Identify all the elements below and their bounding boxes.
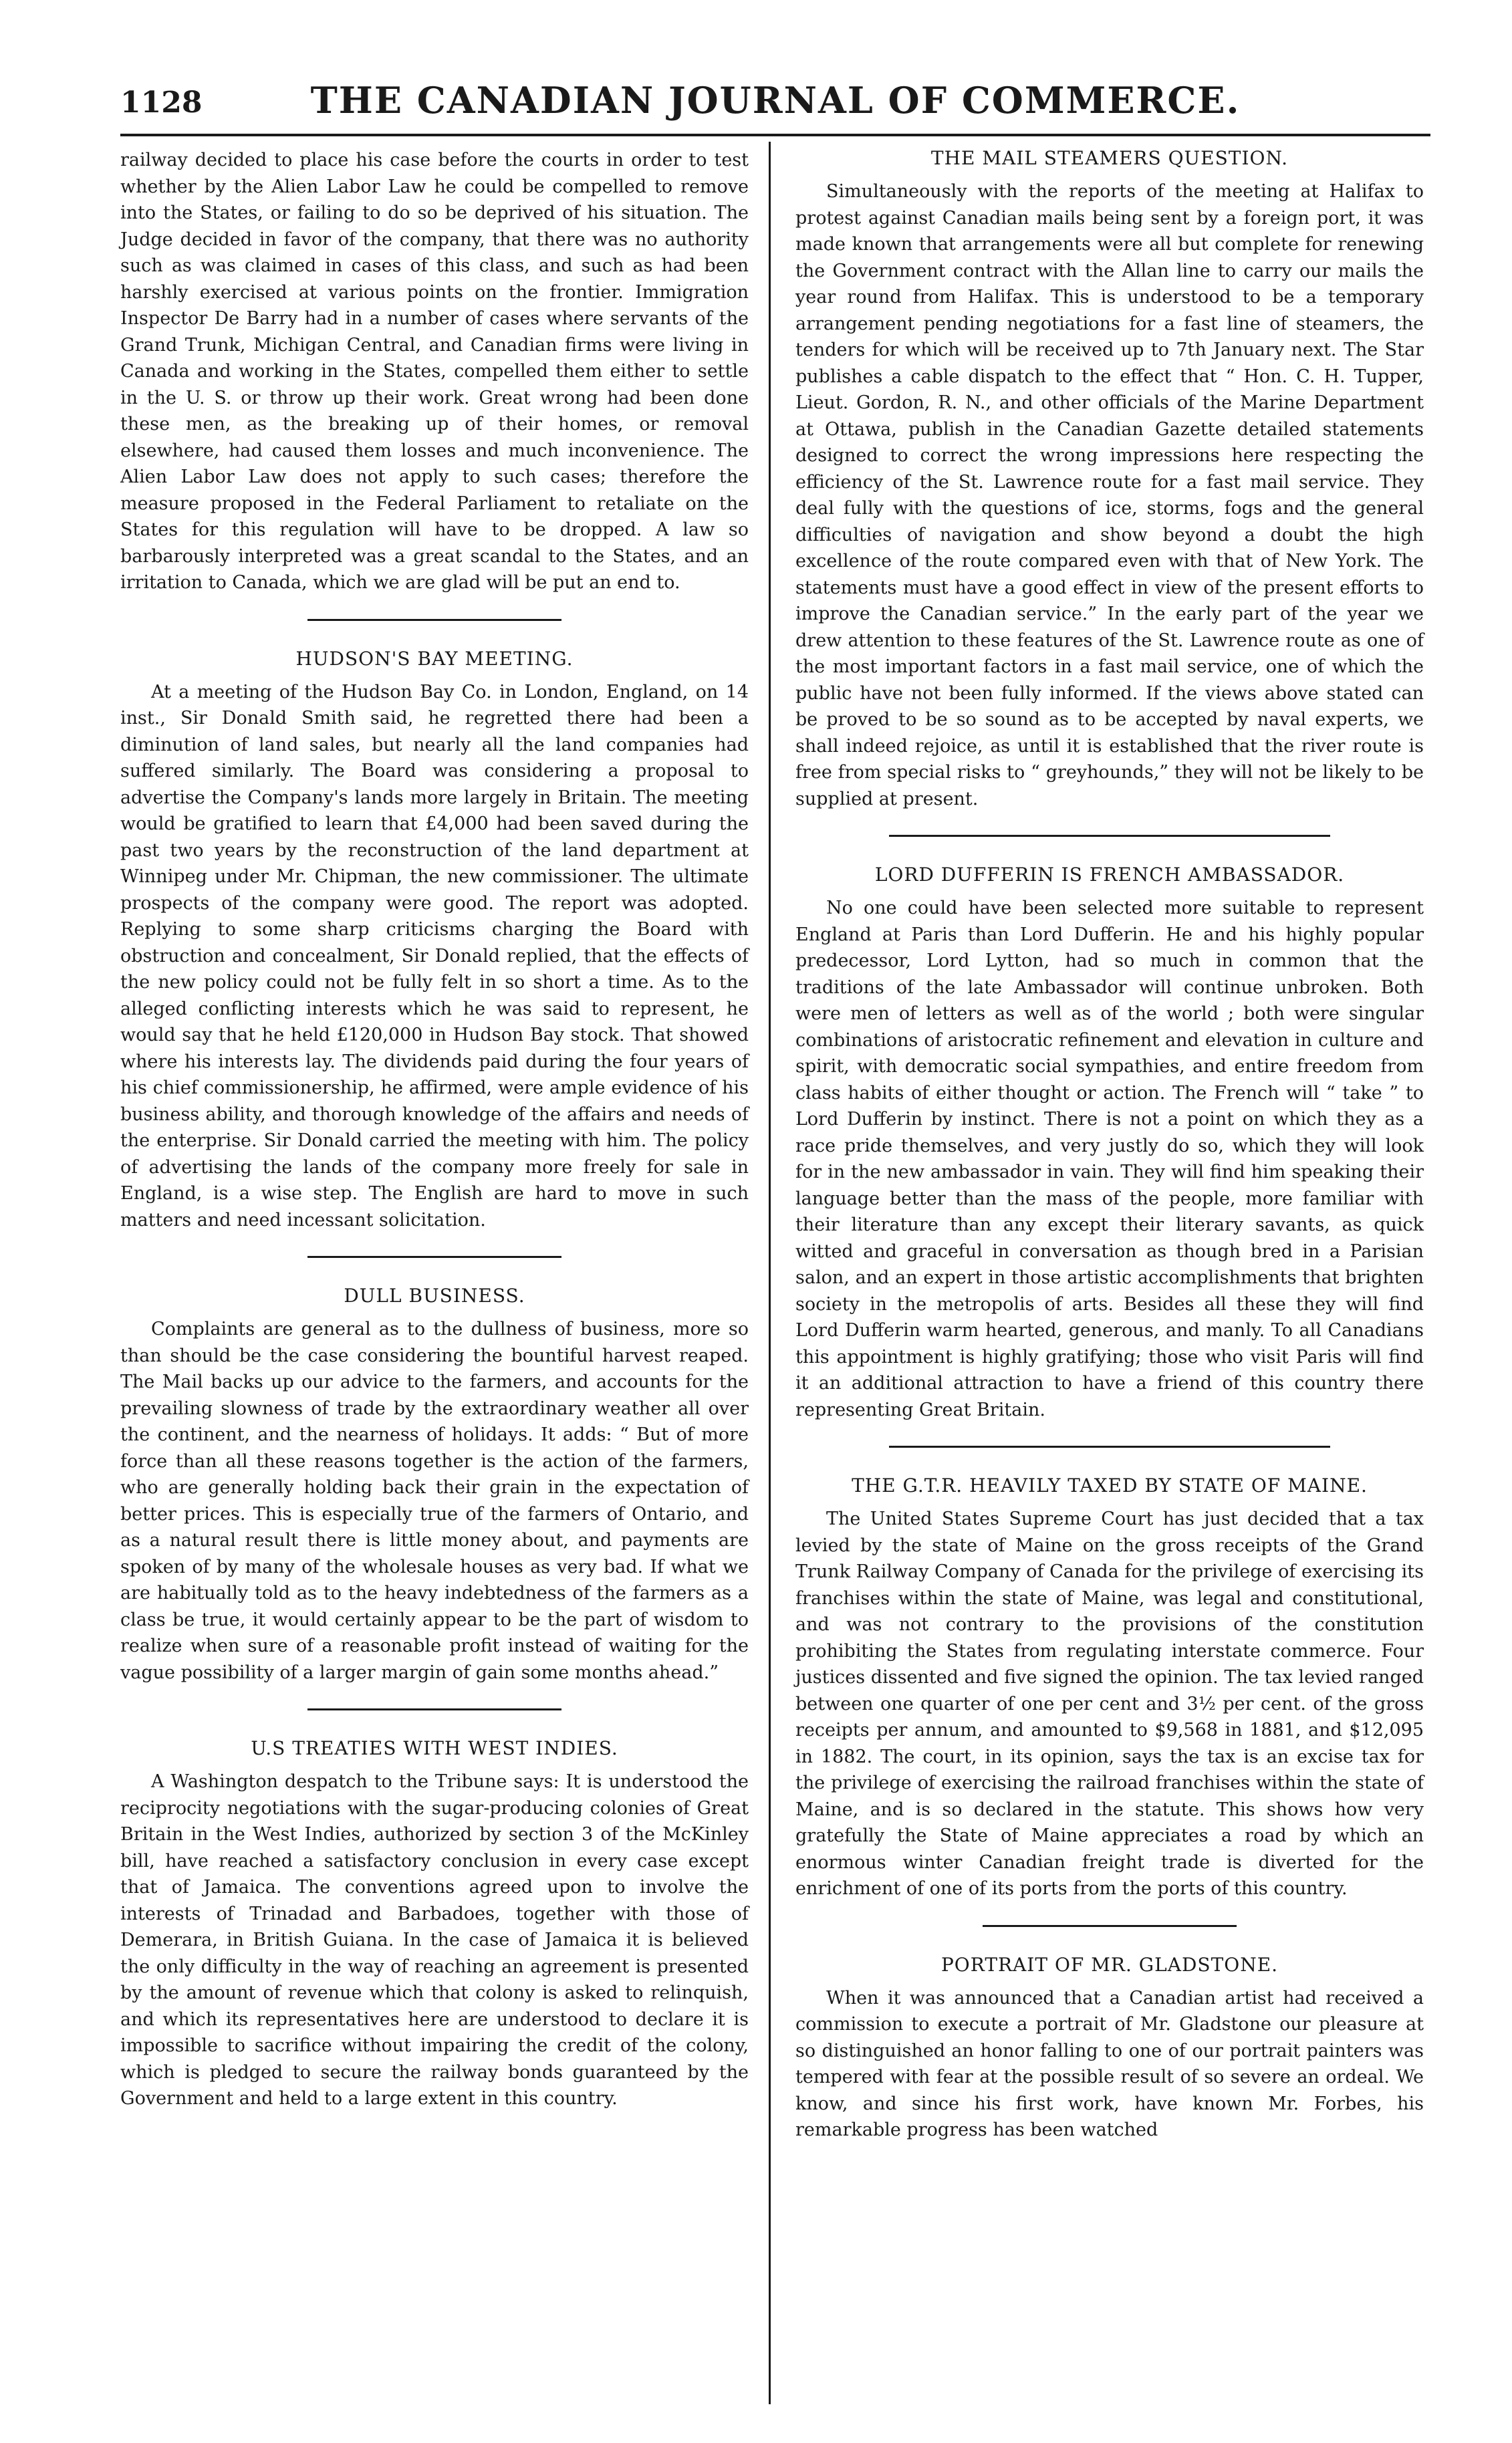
article-body: The United States Supreme Court has just decided that a tax levied by the state of Maine on the gross receipts of the Grand Trunk Railway Company of Canada for the privilege of exercising its franchises within the state of Maine, was legal and constitutional, and was not contrary to the provisions of the constitution prohibiting the States from regulating interstate commerce. Four justices dissented and five signed the opinion. The tax levied ranged between one quarter of one per cent and 3½ per cent. of the gross receipts per annum, and amounted to $9,568 in 1881, and $12,095 in 1882. The court, in its opinion, says the tax is an excise tax for the privilege of exercising the railroad franchises within the state of Maine, and is so declared in the statute. This shows how very gratefully the State of Maine appreciates a road by which an enormous winter Canadian freight trade is diverted for the enrichment of one of its ports from the ports of this country. bbox=[795, 1509, 1424, 1899]
section-rule bbox=[889, 1446, 1330, 1448]
article-dull-business bbox=[120, 1285, 749, 1710]
article-mail-steamers bbox=[795, 147, 1424, 837]
article-body: At a meeting of the Hudson Bay Co. in London, England, on 14 inst., Sir Donald Smith said, he regretted there had been a diminution of land sales, but nearly all the land companies had suffered similarly. The Board was considering a proposal to advertise the Company's lands more largely in Britain. The meeting would be gratified to learn that £4,000 had been saved during the past two years by the reconstruction of the land department at Winnipeg under Mr. Chipman, the new commissioner. The ultimate prospects of the company were good. The report was adopted. Replying to some sharp criticisms charging the Board with obstruction and concealment, Sir Donald replied, that the effects of the new policy could not be fully felt in so short a time. As to the alleged conflicting interests which he was said to represent, he would say that he held £120,000 in Hudson Bay stock. That showed where his interests lay. The dividends paid during the four years of his chief commissionership, he affirmed, were ample evidence of his business ability, and thorough knowledge of the affairs and needs of the enterprise. Sir Donald carried the meeting with him. The policy of advertising the lands of the company more freely for sale in England, is a wise step. The English are hard to move in such matters and need incessant solicitation. bbox=[120, 681, 749, 1231]
section-rule bbox=[307, 1708, 561, 1710]
article-gladstone-portrait bbox=[795, 1954, 1424, 2144]
right-column bbox=[795, 147, 1424, 2144]
section-rule bbox=[889, 835, 1330, 837]
article-body: Simultaneously with the reports of the meeting at Halifax to protest against Canadian mails being sent by a foreign port, it was made known that arrangements were all but complete for renewing the Government contract with the Allan line to carry our mails the year round from Halifax. This is understood to be a temporary arrangement pending negotiations for a fast line of steamers, the tenders for which will be received up to 7th January next. The Star publishes a cable dispatch to the effect that “ Hon. C. H. Tupper, Lieut. Gordon, R. N., and other officials of the Marine Department at Ottawa, publish in the Canadian Gazette detailed statements designed to correct the wrong impressions here respecting the efficiency of the St. Lawrence route for a fast mail service. They deal fully with the questions of ice, storms, fogs and the general difficulties of navigation and show beyond a doubt the high excellence of the route compared even with that of New York. The statements must have a good effect in view of the present efforts to improve the Canadian service.” In the early part of the year we drew attention to these features of the St. Lawrence route as one of the most important factors in a fast mail service, one of which the public have not been fully informed. If the views above stated can be proved to be so sound as to be accepted by naval experts, we shall indeed rejoice, as until it is established that the river route is free from special risks to “ greyhounds,” they will not be likely to be supplied at present. bbox=[795, 181, 1424, 809]
article-hudsons-bay bbox=[120, 648, 749, 1259]
article-body: When it was announced that a Canadian artist had received a commission to execute a portrait of Mr. Gladstone our pleasure at so distinguished an honor falling to one of our portrait painters was tempered with fear at the possible result of so severe an ordeal. We know, and since his first work, have known Mr. Forbes, his remarkable progress has been watched bbox=[795, 1987, 1424, 2140]
article-title: U.S TREATIES WITH WEST INDIES. bbox=[251, 1737, 618, 1759]
section-rule bbox=[307, 1256, 561, 1258]
section-rule bbox=[983, 1925, 1237, 1927]
left-column bbox=[120, 147, 749, 2112]
section-rule bbox=[307, 619, 561, 621]
column-divider bbox=[769, 142, 771, 2404]
page-header bbox=[120, 74, 1430, 134]
article-title: HUDSON'S BAY MEETING. bbox=[295, 647, 574, 670]
article-gtr-taxed bbox=[795, 1474, 1424, 1927]
article-lord-dufferin bbox=[795, 864, 1424, 1448]
article-body: Complaints are general as to the dullness of business, more so than should be the case considering the bountiful harvest reaped. The Mail backs up our advice to the farmers, and accounts for the prevailing slowness of trade by the extraordinary weather all over the continent, and the nearness of holidays. It adds: “ But of more force than all these reasons together is the action of the farmers, who are generally holding back their grain in the expectation of better prices. This is especially true of the farmers of Ontario, and as a natural result there is little money about, and payments are spoken of by many of the wholesale houses as very bad. If what we are habitually told as to the heavy indebtedness of the farmers as a class be true, it would certainly appear to be the part of wisdom to realize when sure of a reasonable profit instead of waiting for the vague possibility of a larger margin of gain some months ahead.” bbox=[120, 1319, 749, 1683]
article-title: LORD DUFFERIN IS FRENCH AMBASSADOR. bbox=[874, 864, 1345, 886]
article-title: THE MAIL STEAMERS QUESTION. bbox=[930, 147, 1289, 169]
article-us-treaties bbox=[120, 1737, 749, 2112]
article-title: DULL BUSINESS. bbox=[344, 1285, 525, 1307]
article-alien-labor-continuation bbox=[120, 147, 749, 621]
article-title: THE G.T.R. HEAVILY TAXED BY STATE OF MAINE. bbox=[852, 1474, 1368, 1497]
article-title: PORTRAIT OF MR. GLADSTONE. bbox=[940, 1953, 1279, 1976]
page-number: 1128 bbox=[120, 86, 203, 120]
article-body: A Washington despatch to the Tribune says: It is understood the reciprocity negotiations with the sugar-producing colonies of Great Britain in the West Indies, authorized by section 3 of the McKinley bill, have reached a satisfactory conclusion in every case except that of Jamaica. The conventions agreed upon to involve the interests of Trinadad and Barbadoes, together with those of Demerara, in British Guiana. In the case of Jamaica it is believed the only difficulty in the way of reaching an agreement is presented by the amount of revenue which that colony is asked to relinquish, and which its representatives here are understood to declare it is impossible to sacrifice without impairing the credit of the colony, which is pledged to secure the railway bonds guaranteed by the Government and held to a large extent in this country. bbox=[120, 1771, 749, 2109]
masthead: THE CANADIAN JOURNAL OF COMMERCE. bbox=[310, 79, 1241, 122]
header-rule bbox=[120, 134, 1430, 136]
article-body: No one could have been selected more suitable to represent England at Paris than Lord Dufferin. He and his highly popular predecessor, Lord Lytton, had so much in common that the traditions of the late Ambassador will continue unbroken. Both were men of letters as well as of the world ; both were singular combinations of aristocratic refinement and elevation in culture and spirit, with democratic social sympathies, and entire freedom from class habits of either thought or action. The French will “ take ” to Lord Dufferin by instinct. There is not a point on which they as a race pride themselves, and very justly do so, which they will look for in the new ambassador in vain. They will find him speaking their language better than the mass of the people, more familiar with their literature than any except their literary savants, as quick witted and graceful in conversation as though bred in a Parisian salon, and an expert in those artistic accomplishments that brighten society in the metropolis of arts. Besides all these they will find Lord Dufferin warm hearted, generous, and manly. To all Canadians this appointment is highly gratifying; those who visit Paris will find it an additional attraction to have a friend of this country there representing Great Britain. bbox=[795, 898, 1424, 1420]
article-body: railway decided to place his case before the courts in order to test whether by the Alien Labor Law he could be compelled to remove into the States, or failing to do so be deprived of his situation. The Judge decided in favor of the company, that there was no authority such as was claimed in cases of this class, and such as had been harshly exercised at various points on the frontier. Immigration Inspector De Barry had in a number of cases where servants of the Grand Trunk, Michigan Central, and Canadian firms were living in Canada and working in the States, compelled them either to settle in the U. S. or throw up their work. Great wrong had been done these men, as the breaking up of their homes, or removal elsewhere, had caused them losses and much inconvenience. The Alien Labor Law does not apply to such cases; therefore the measure proposed in the Federal Parliament to retaliate on the States for this regulation will have to be dropped. A law so barbarously interpreted was a great scandal to the States, and an irritation to Canada, which we are glad will be put an end to. bbox=[120, 150, 749, 593]
